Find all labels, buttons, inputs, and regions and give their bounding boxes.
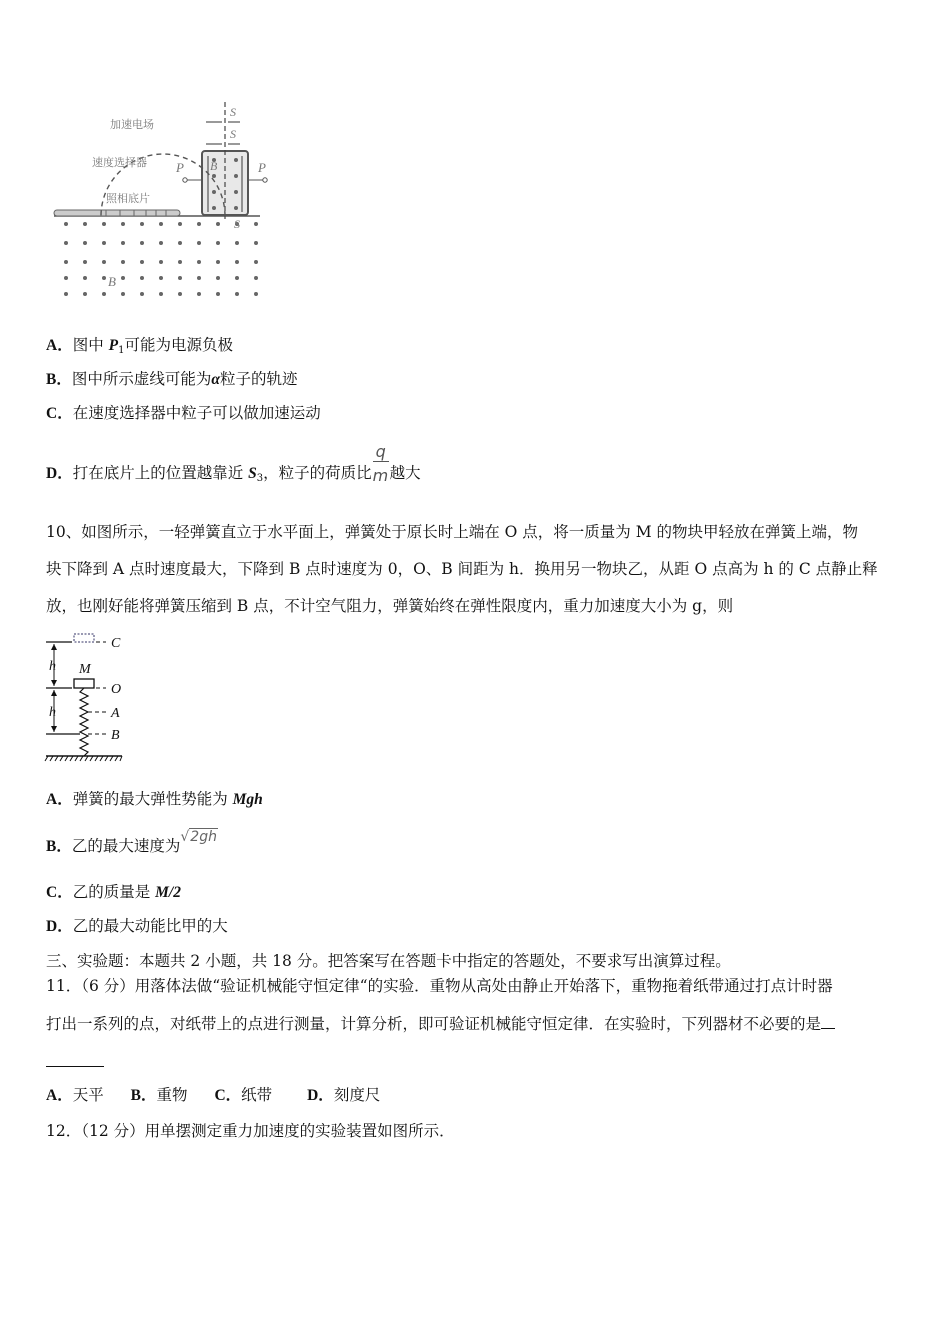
option-letter: B．: [46, 371, 72, 388]
option-text: 天平: [72, 1086, 104, 1104]
label-accel-field: 加速电场: [110, 118, 154, 131]
q10-option-b: [46, 829, 218, 858]
q10-option-c: [46, 881, 181, 904]
label-s1: S: [230, 105, 236, 119]
q12-stem-line-1: 12．（12 分）用单摆测定重力加速度的实验装置如图所示．: [46, 1122, 455, 1140]
label-h-upper: h: [49, 659, 56, 674]
q11-options: [46, 1084, 380, 1107]
q11-option-a: [46, 1086, 104, 1104]
fraction-denominator: m: [372, 466, 389, 485]
q10-option-d: [46, 915, 228, 938]
option-text: 在速度选择器中粒子可以做加速运动: [72, 404, 321, 422]
fraction-numerator: q: [375, 442, 386, 461]
q11-option-d: [307, 1086, 380, 1104]
label-photo-plate: 照相底片: [106, 192, 150, 205]
q9-option-a: [46, 334, 233, 362]
option-text: 重物: [156, 1086, 188, 1104]
answer-blank-continuation[interactable]: [46, 1066, 104, 1067]
q9-option-b: [46, 368, 297, 391]
math-sub: 1: [118, 345, 125, 356]
option-text: 图中: [72, 336, 109, 354]
fraction-q-over-m: [372, 442, 390, 485]
label-c: C: [111, 636, 121, 651]
label-p2: P: [258, 160, 266, 175]
label-b1: B: [108, 274, 116, 289]
label-p1: P: [176, 160, 184, 175]
option-letter: C．: [46, 405, 73, 422]
math-expr: M/2: [155, 884, 181, 901]
option-letter: D．: [46, 918, 73, 935]
label-h-lower: h: [49, 705, 56, 720]
label-b: B: [210, 159, 218, 173]
math-sub: 3: [256, 473, 264, 484]
option-letter: A．: [46, 337, 73, 354]
mass-spectrometer-diagram: [46, 100, 276, 300]
q9-option-d: [46, 442, 421, 490]
radicand: 2gh: [190, 829, 217, 845]
fraction-bar: [373, 461, 389, 462]
option-text: ，粒子的荷质比: [263, 464, 372, 482]
spring-diagram: [44, 628, 134, 768]
answer-blank[interactable]: [821, 1014, 835, 1029]
option-text: 粒子的轨迹: [219, 370, 298, 388]
q10-stem-line-1: 10、如图所示，一轻弹簧直立于水平面上，弹簧处于原长时上端在 O 点，将一质量为 M 的物块甲轻放在弹簧上端，物: [46, 523, 859, 541]
option-letter: A．: [46, 791, 73, 808]
q10-stem-line-3: 放，也刚好能将弹簧压缩到 B 点，不计空气阻力，弹簧始终在弹性限度内，重力加速度大小为 g，则: [46, 597, 734, 615]
section-3-heading: 三、实验题：本题共 2 小题，共 18 分。把答案写在答题卡中指定的答题处，不要求写出演算过程。: [46, 952, 731, 970]
option-letter: A．: [46, 1087, 73, 1104]
option-letter: C．: [214, 1087, 242, 1104]
option-letter: B．: [130, 1087, 157, 1104]
option-text: 乙的质量是: [72, 883, 156, 901]
option-text: 弹簧的最大弹性势能为: [72, 790, 233, 808]
option-text: 可能为电源负极: [124, 336, 233, 354]
q10-option-a: [46, 788, 263, 811]
q9-option-c: [46, 402, 321, 425]
math-expr: Mgh: [232, 791, 263, 808]
label-s3: S: [234, 217, 240, 231]
option-letter: D．: [46, 465, 73, 482]
sqrt-expression: √2gh: [180, 829, 217, 845]
option-letter: B．: [46, 838, 72, 855]
q11-stem-line-1: 11．（6 分）用落体法做“验证机械能守恒定律“的实验．重物从高处由静止开始落下，重物拖着纸带通过打点计时器: [46, 977, 833, 995]
option-text: 乙的最大动能比甲的大: [72, 917, 228, 935]
math-var: S: [248, 465, 257, 482]
label-a: A: [111, 706, 120, 721]
option-text: 图中所示虚线可能为: [71, 370, 212, 388]
q11-stem-text: 打出一系列的点，对纸带上的点进行测量，计算分析，即可验证机械能守恒定律．在实验时，下列器材不必要的是: [46, 1015, 822, 1033]
label-b-point: B: [111, 728, 120, 743]
option-text: 乙的最大速度为: [71, 837, 181, 855]
option-text: 打在底片上的位置越靠近: [72, 464, 249, 482]
q11-stem-line-2: [46, 1013, 835, 1035]
option-text: 越大: [389, 464, 421, 482]
label-m: M: [79, 662, 91, 677]
option-letter: C．: [46, 884, 73, 901]
option-text: 刻度尺: [333, 1086, 381, 1104]
option-letter: D．: [307, 1087, 334, 1104]
mass-spectrometer-figure: [46, 100, 276, 300]
label-velocity-selector: 速度选择器: [92, 156, 147, 169]
option-text: 纸带: [241, 1086, 273, 1104]
label-o: O: [111, 682, 122, 697]
spring-figure: [44, 628, 134, 768]
q10-stem-line-2: 块下降到 A 点时速度最大，下降到 B 点时速度为 0，O、B 间距为 h．换用另一物块乙，从距 O 点高为 h 的 C 点静止释: [46, 560, 878, 578]
label-s2: S: [230, 127, 236, 141]
math-var: α: [211, 371, 220, 388]
q11-option-b: [131, 1086, 188, 1104]
math-var: P: [108, 337, 119, 354]
q11-option-c: [214, 1086, 272, 1104]
